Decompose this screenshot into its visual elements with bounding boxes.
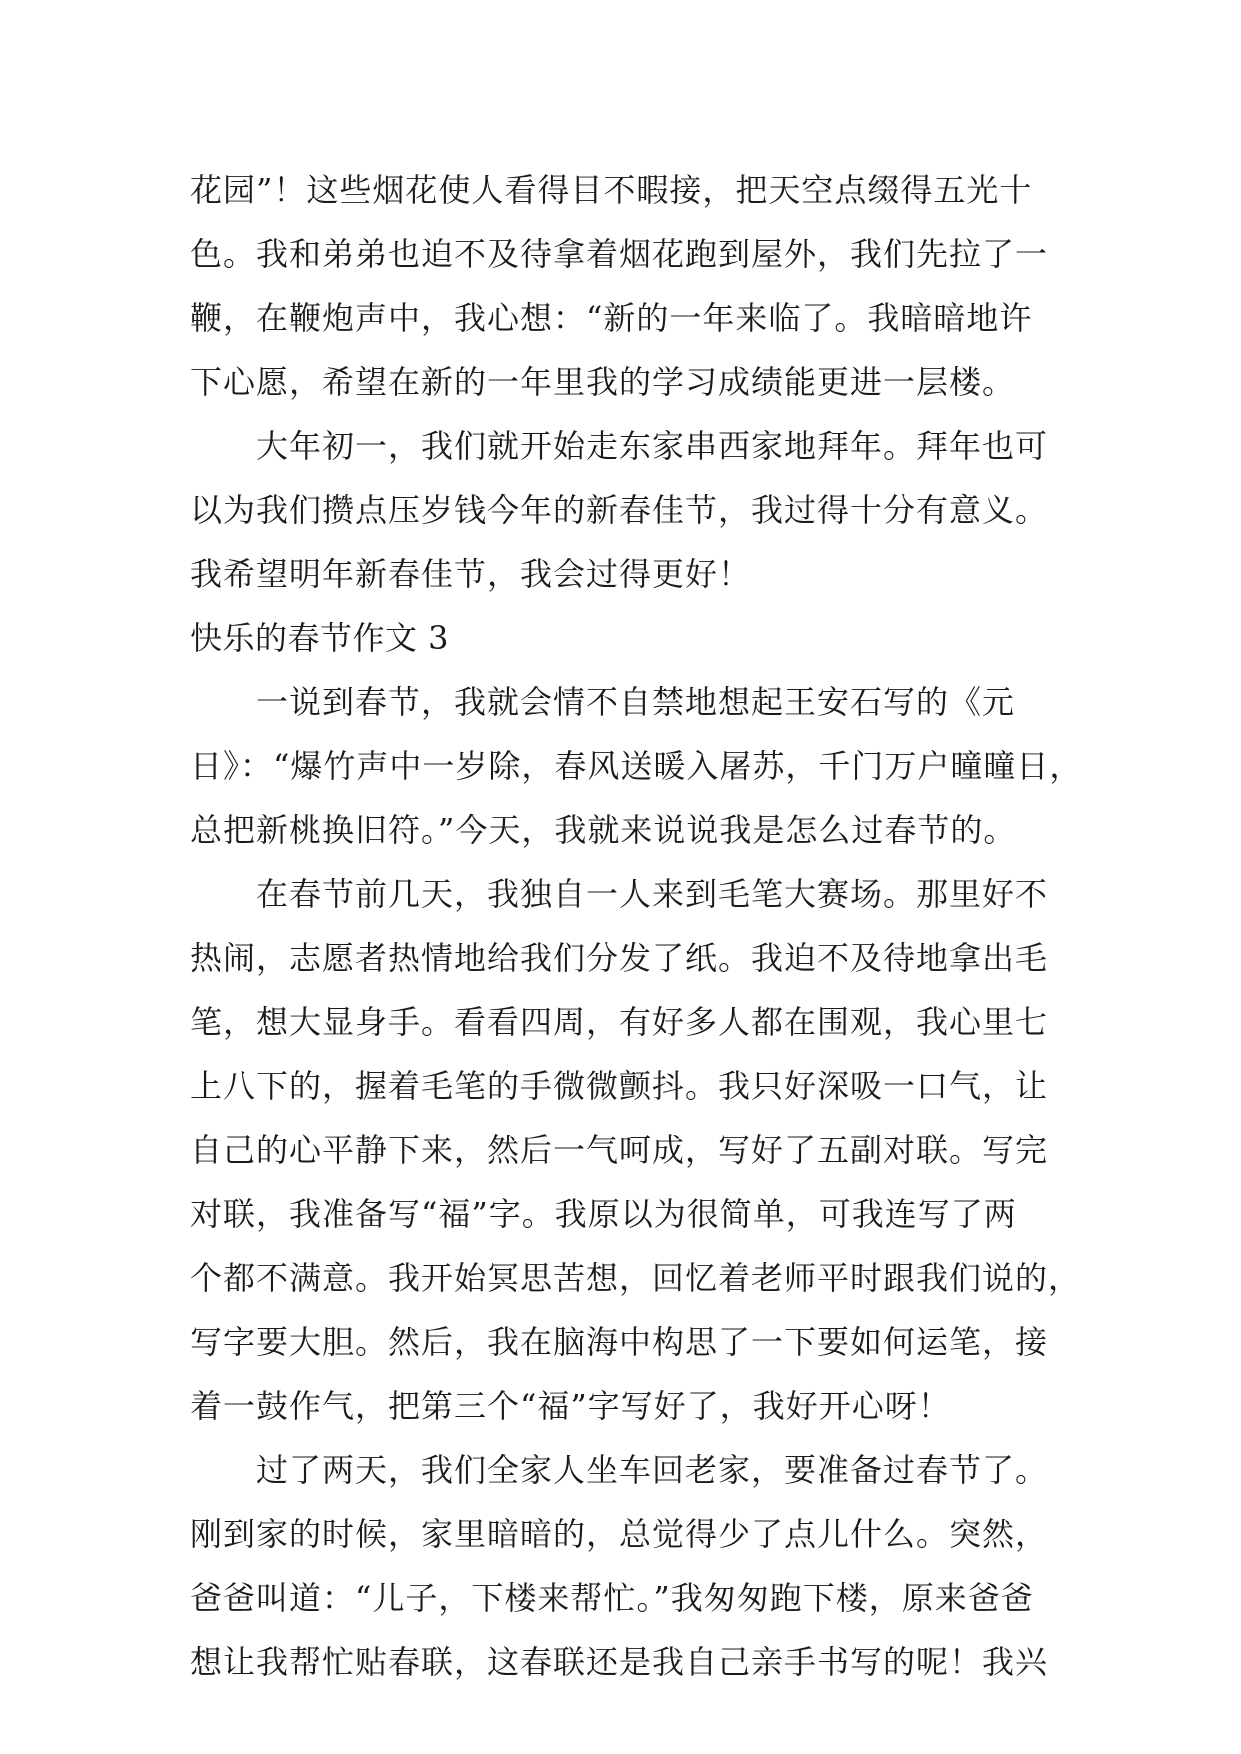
text-line: 鞭，在鞭炮声中，我心想：“新的一年来临了。我暗暗地许 xyxy=(190,299,1033,337)
text-line: 个都不满意。我开始冥思苦想，回忆着老师平时跟我们说的， xyxy=(190,1259,1082,1297)
text-line: 总把新桃换旧符。”今天，我就来说说我是怎么过春节的。 xyxy=(190,811,1017,849)
paragraph-first-line: 大年初一，我们就开始走东家串西家地拜年。拜年也可 xyxy=(256,427,1049,465)
text-line: 对联，我准备写“福”字。我原以为很简单，可我连写了两 xyxy=(190,1195,1017,1233)
text-line: 刚到家的时候，家里暗暗的，总觉得少了点儿什么。突然， xyxy=(190,1515,1049,1553)
text-line: 笔，想大显身手。看看四周，有好多人都在围观，我心里七 xyxy=(190,1003,1049,1041)
text-line: 上八下的，握着毛笔的手微微颤抖。我只好深吸一口气，让 xyxy=(190,1067,1049,1105)
text-line: 自己的心平静下来，然后一气呵成，写好了五副对联。写完 xyxy=(190,1131,1049,1169)
text-line: 我希望明年新春佳节，我会过得更好！ xyxy=(190,555,752,593)
text-line: 色。我和弟弟也迫不及待拿着烟花跑到屋外，我们先拉了一 xyxy=(190,235,1049,273)
text-line: 热闹，志愿者热情地给我们分发了纸。我迫不及待地拿出毛 xyxy=(190,939,1049,977)
text-line: 想让我帮忙贴春联，这春联还是我自己亲手书写的呢！我兴 xyxy=(190,1643,1049,1681)
text-line: 花园”！这些烟花使人看得目不暇接，把天空点缀得五光十 xyxy=(190,171,1033,209)
text-line: 下心愿，希望在新的一年里我的学习成绩能更进一层楼。 xyxy=(190,363,1016,401)
text-line: 着一鼓作气，把第三个“福”字写好了，我好开心呀！ xyxy=(190,1387,951,1425)
paragraph-first-line: 过了两天，我们全家人坐车回老家，要准备过春节了。 xyxy=(256,1451,1049,1489)
text-line: 爸爸叫道：“儿子，下楼来帮忙。”我匆匆跑下楼，原来爸爸 xyxy=(190,1579,1034,1617)
text-line: 以为我们攒点压岁钱今年的新春佳节，我过得十分有意义。 xyxy=(190,491,1049,529)
section-heading: 快乐的春节作文 3 xyxy=(190,619,450,657)
text-line: 写字要大胆。然后，我在脑海中构思了一下要如何运笔，接 xyxy=(190,1323,1049,1361)
paragraph-first-line: 一说到春节，我就会情不自禁地想起王安石写的《元 xyxy=(256,683,1016,721)
text-line: 日》：“爆竹声中一岁除，春风送暖入屠苏，千门万户曈曈日， xyxy=(190,747,1083,785)
document-body xyxy=(190,158,1083,1694)
paragraph-first-line: 在春节前几天，我独自一人来到毛笔大赛场。那里好不 xyxy=(256,875,1049,913)
